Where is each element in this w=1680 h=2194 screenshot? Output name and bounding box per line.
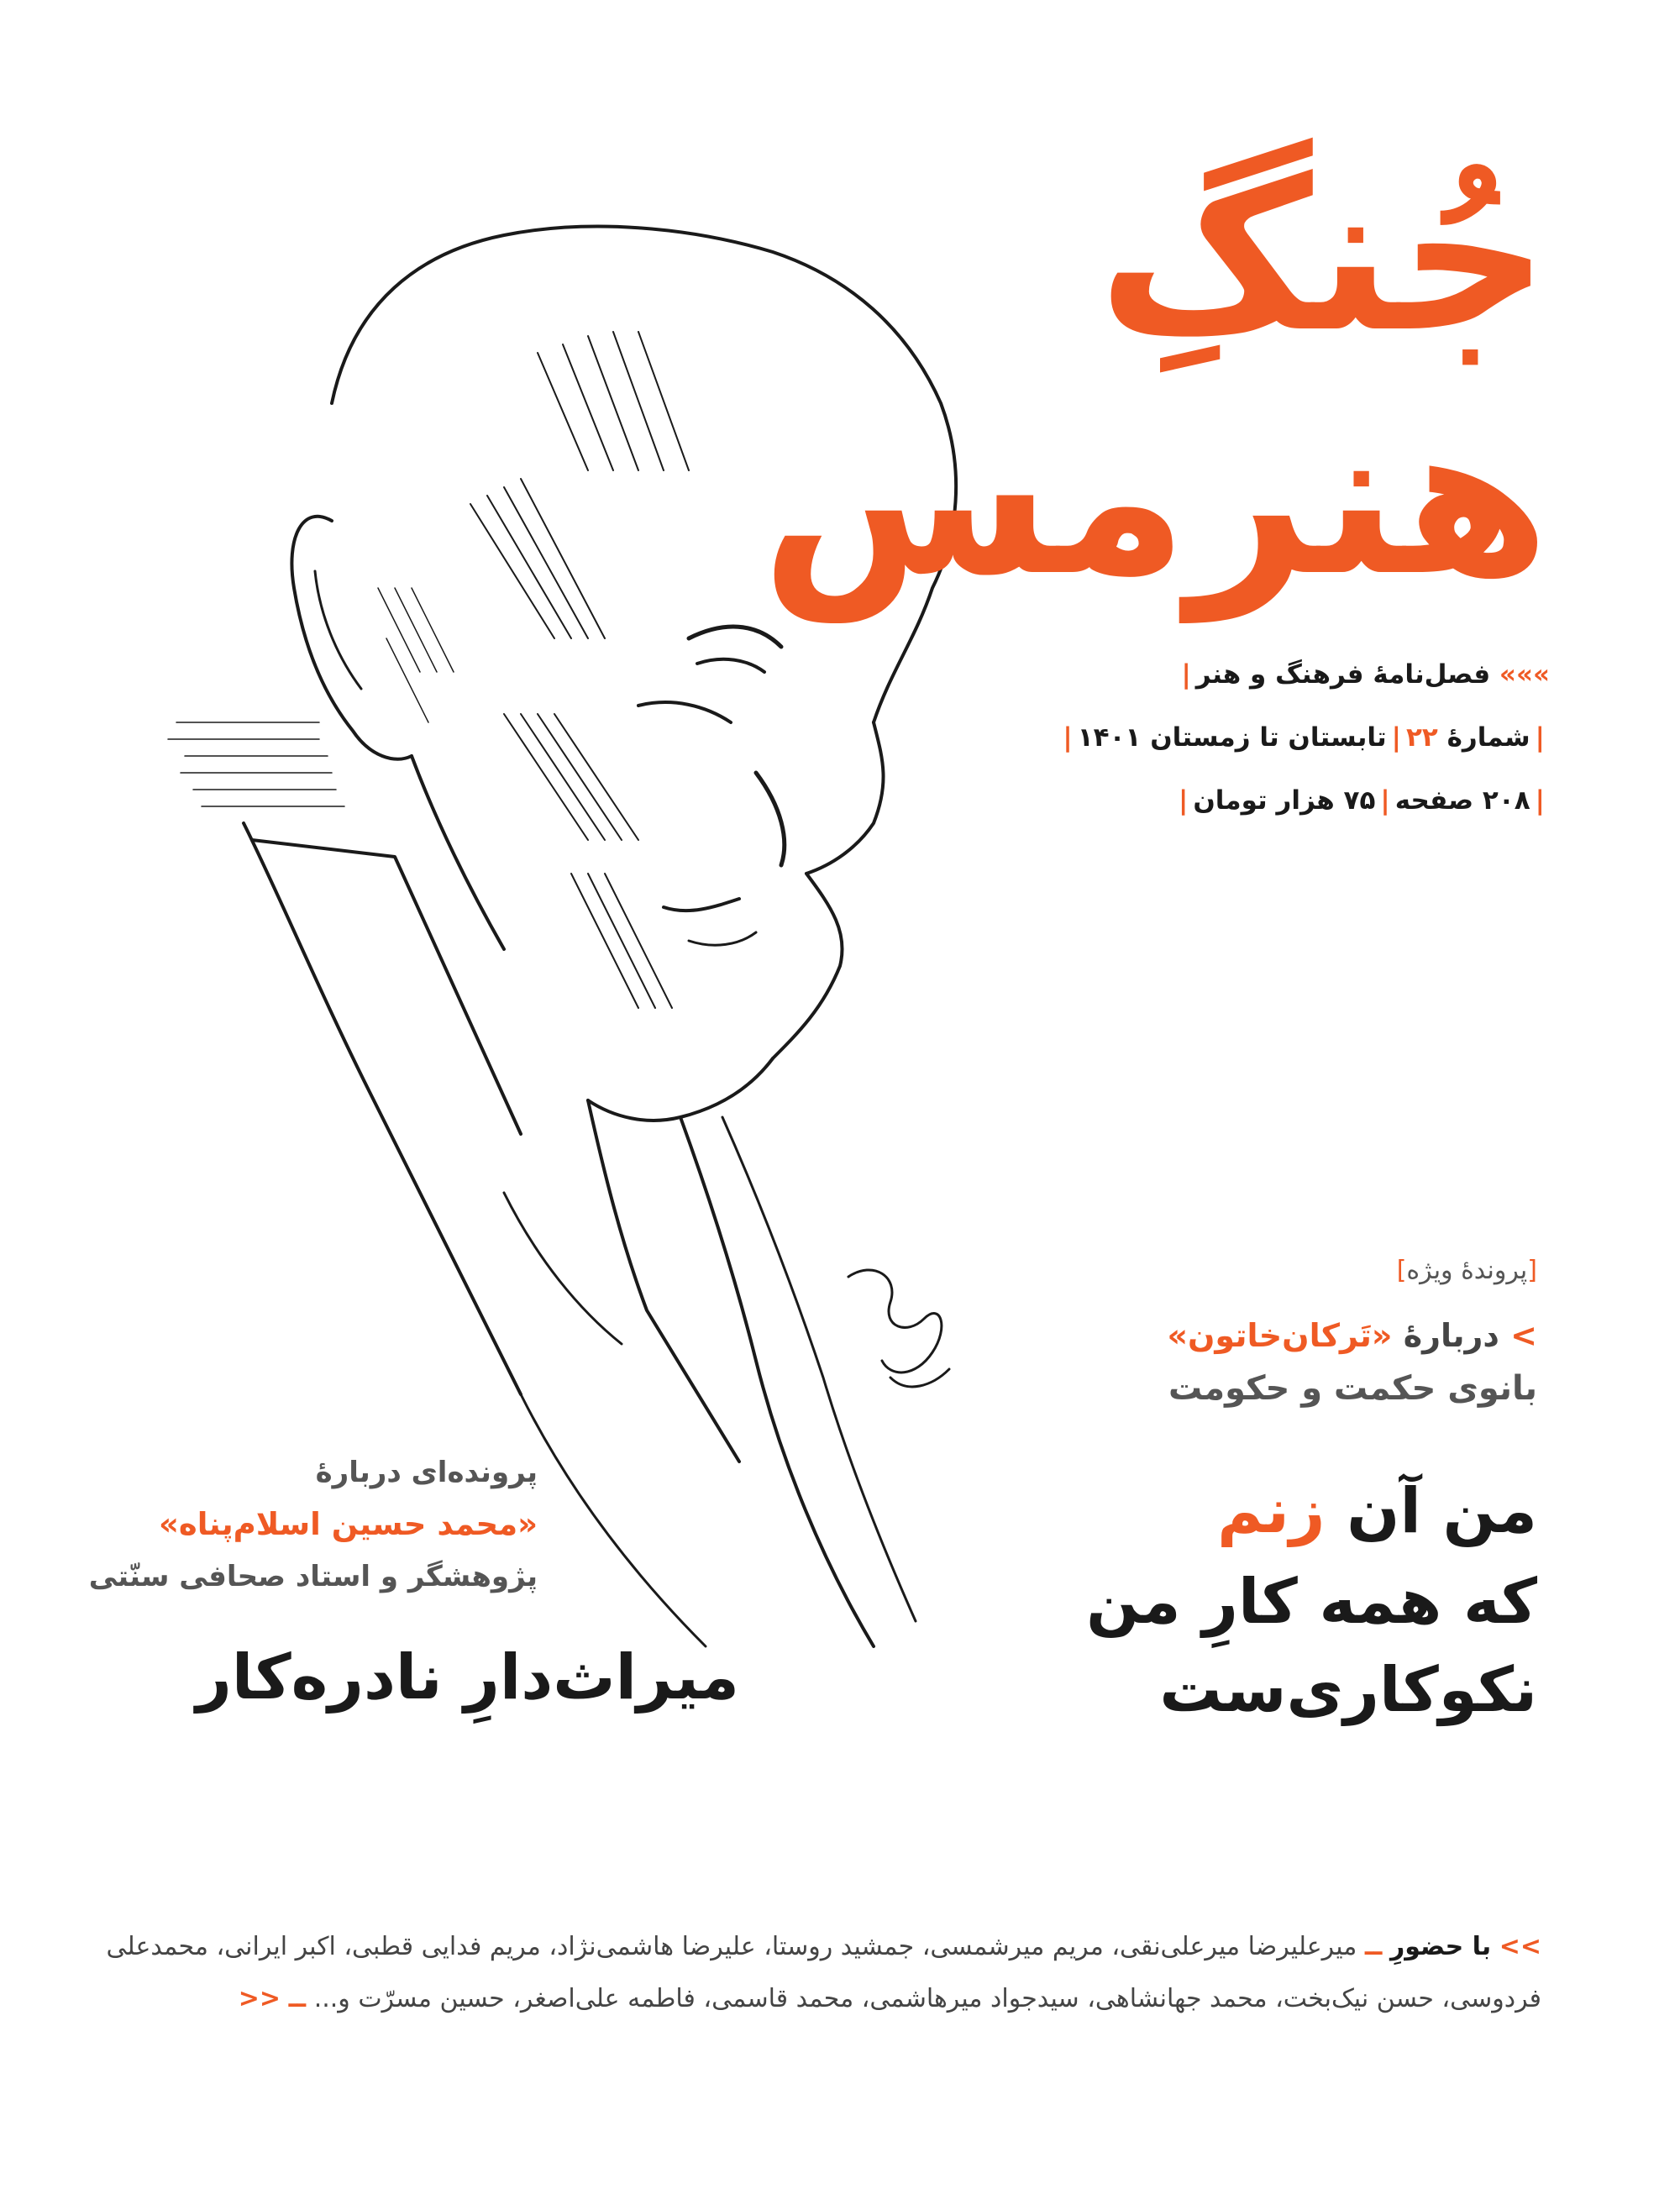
- magazine-type: فصل‌نامهٔ فرهنگ و هنر: [1195, 659, 1491, 690]
- separator: |: [1535, 785, 1545, 816]
- separator: |: [1178, 785, 1189, 816]
- close-arrows-icon: <<: [238, 1984, 281, 2013]
- feature-title: میراث‌دارِ نادره‌کار: [196, 1641, 739, 1714]
- masthead-title-line2: هنرمس: [760, 377, 1550, 622]
- dossier-subtitle: بانوی حکمت و حکومت: [1168, 1369, 1537, 1408]
- issue-info-line2: [1058, 722, 1550, 753]
- dossier-subject-name: «تَرکان‌خاتون»: [1167, 1317, 1393, 1354]
- open-arrows-icon: >>: [1499, 1932, 1541, 1961]
- headline-line3: نکوکاری‌ست: [1159, 1654, 1537, 1726]
- dash: ــ: [288, 1984, 307, 2013]
- contributors-label: با حضورِ: [1389, 1932, 1492, 1961]
- dash: ــ: [1364, 1932, 1383, 1961]
- dossier-label: [پروندهٔ ویژه]: [1396, 1256, 1537, 1285]
- feature-role: پژوهشگر و استاد صحافی سنّتی: [88, 1560, 538, 1593]
- issue-label: شمارهٔ: [1446, 722, 1530, 753]
- separator: |: [1181, 659, 1191, 690]
- separator: |: [1063, 722, 1073, 753]
- headline-line2: که همه کارِ من: [1086, 1566, 1537, 1638]
- separator: |: [1380, 785, 1390, 816]
- contributors-names-1: میرعلیرضا میرعلی‌نقی، مریم میرشمسی، جمشید روستا، علیرضا هاشمی‌نژاد، مریم فدایی قطبی، اکبر ایرانی، محمدعلی: [106, 1932, 1357, 1961]
- arrow-icon: >: [1510, 1317, 1537, 1354]
- masthead-title-line1: جُنگِ: [1097, 134, 1550, 378]
- contributors-line2: [130, 1984, 1541, 2013]
- arrows-icon: »»»: [1499, 659, 1550, 690]
- issue-info-line1: [1176, 659, 1550, 690]
- contributors-names-2: فردوسی، حسن نیک‌بخت، محمد جهانشاهی، سیدجواد میرهاشمی، محمد قاسمی، فاطمه علی‌اصغر، حسین مسرّت و...: [313, 1984, 1541, 2013]
- price: ۷۵ هزار تومان: [1193, 785, 1376, 816]
- contributors-line1: [106, 1932, 1541, 1961]
- issue-number: ۲۲: [1405, 722, 1438, 753]
- feature-intro: پرونده‌ای دربارهٔ: [315, 1456, 538, 1489]
- headline-line1: من آن زنم: [1217, 1475, 1537, 1547]
- issue-period: تابستان تا زمستان ۱۴۰۱: [1077, 722, 1387, 753]
- separator: |: [1391, 722, 1401, 753]
- issue-info-line3: [1173, 785, 1550, 816]
- dossier-about: > دربارهٔ «تَرکان‌خاتون»: [1167, 1317, 1537, 1354]
- page-count: ۲۰۸ صفحه: [1394, 785, 1530, 816]
- separator: |: [1535, 722, 1545, 753]
- feature-name: «محمد حسین اسلام‌پناه»: [158, 1506, 538, 1542]
